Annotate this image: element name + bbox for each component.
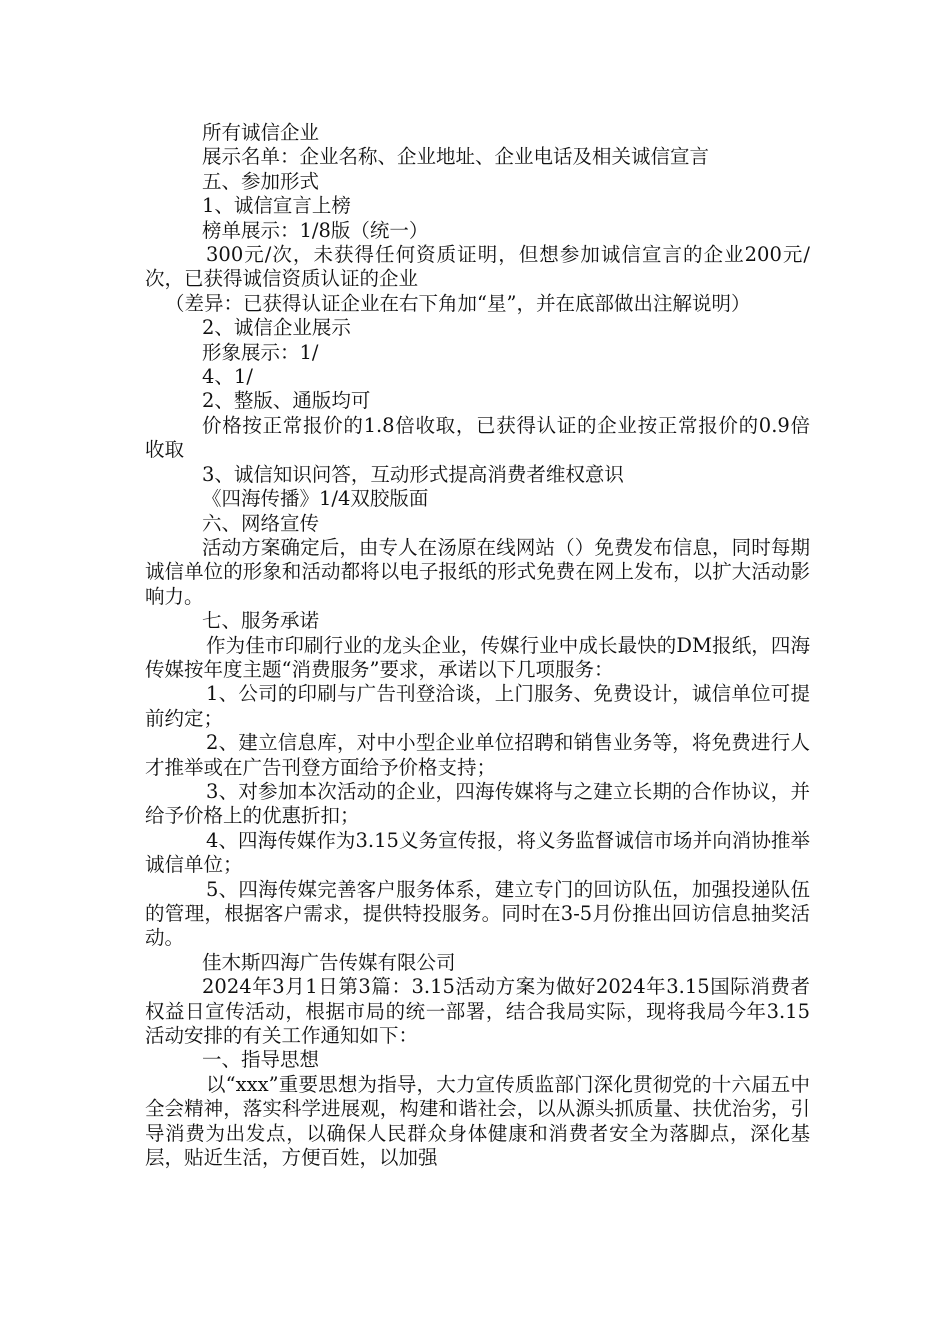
document-body	[145, 121, 810, 1170]
paragraph: 5、四海传媒完善客户服务体系，建立专门的回访队伍，加强投递队伍的管理，根据客户需求，提供特投服务。同时在3-5月份推出回访信息抽奖活动。	[145, 877, 810, 950]
paragraph: 佳木斯四海广告传媒有限公司	[202, 950, 456, 974]
paragraph: 榜单展示：1/8版（统一）	[202, 218, 429, 242]
paragraph: （差异：已获得认证企业在右下角加“星”，并在底部做出注解说明）	[165, 291, 751, 315]
paragraph: 形象展示：1/	[202, 340, 319, 364]
paragraph: 所有诚信企业	[202, 121, 320, 144]
paragraph: 2、整版、通版均可	[202, 389, 371, 413]
paragraph: 2、诚信企业展示	[202, 316, 351, 340]
paragraph: 展示名单：企业名称、企业地址、企业电话及相关诚信宣言	[202, 145, 710, 169]
paragraph: 六、网络宣传	[202, 511, 320, 535]
paragraph: 价格按正常报价的1.8倍收取，已获得认证的企业按正常报价的0.9倍收取	[145, 413, 810, 462]
paragraph: 3、诚信知识问答，互动形式提高消费者维权意识	[202, 462, 624, 486]
paragraph: 五、参加形式	[202, 169, 320, 193]
paragraph: 3、对参加本次活动的企业，四海传媒将与之建立长期的合作协议，并给予价格上的优惠折扣；	[145, 779, 810, 828]
paragraph: 《四海传播》1/4双胶版面	[202, 487, 429, 511]
paragraph: 4、1/	[202, 365, 253, 389]
paragraph: 2、建立信息库，对中小型企业单位招聘和销售业务等，将免费进行人才推举或在广告刊登方面给予价格支持；	[145, 731, 810, 779]
paragraph: 七、服务承诺	[202, 609, 320, 633]
paragraph: 活动方案确定后，由专人在汤原在线网站（）免费发布信息，同时每期诚信单位的形象和活动都将以电子报纸的形式免费在网上发布，以扩大活动影响力。	[145, 535, 810, 608]
paragraph: 一、指导思想	[202, 1048, 320, 1072]
paragraph: 1、公司的印刷与广告刊登洽谈，上门服务、免费设计，诚信单位可提前约定；	[145, 682, 810, 730]
paragraph: 4、四海传媒作为3.15义务宣传报，将义务监督诚信市场并向消协推举诚信单位；	[145, 828, 810, 877]
paragraph: 300元/次，未获得任何资质证明，但想参加诚信宣言的企业200元/次，已获得诚信资质认证的企业	[145, 243, 810, 291]
paragraph: 2024年3月1日第3篇：3.15活动方案为做好2024年3.15国际消费者权益日宣传活动，根据市局的统一部署，结合我局实际，现将我局今年3.15活动安排的有关工作通知如下：	[145, 975, 810, 1048]
paragraph: 1、诚信宣言上榜	[202, 194, 351, 218]
paragraph: 以“xxx”重要思想为指导，大力宣传质监部门深化贯彻党的十六届五中全会精神，落实科学进展观，构建和谐社会，以从源头抓质量、扶优治劣，引导消费为出发点，以确保人民群众身体健康和消费者安全为落脚点，深化基层，贴近生活，方便百姓，以加强	[145, 1072, 810, 1170]
paragraph: 作为佳市印刷行业的龙头企业，传媒行业中成长最快的DM报纸，四海传媒按年度主题“消费服务”要求，承诺以下几项服务：	[145, 633, 810, 681]
